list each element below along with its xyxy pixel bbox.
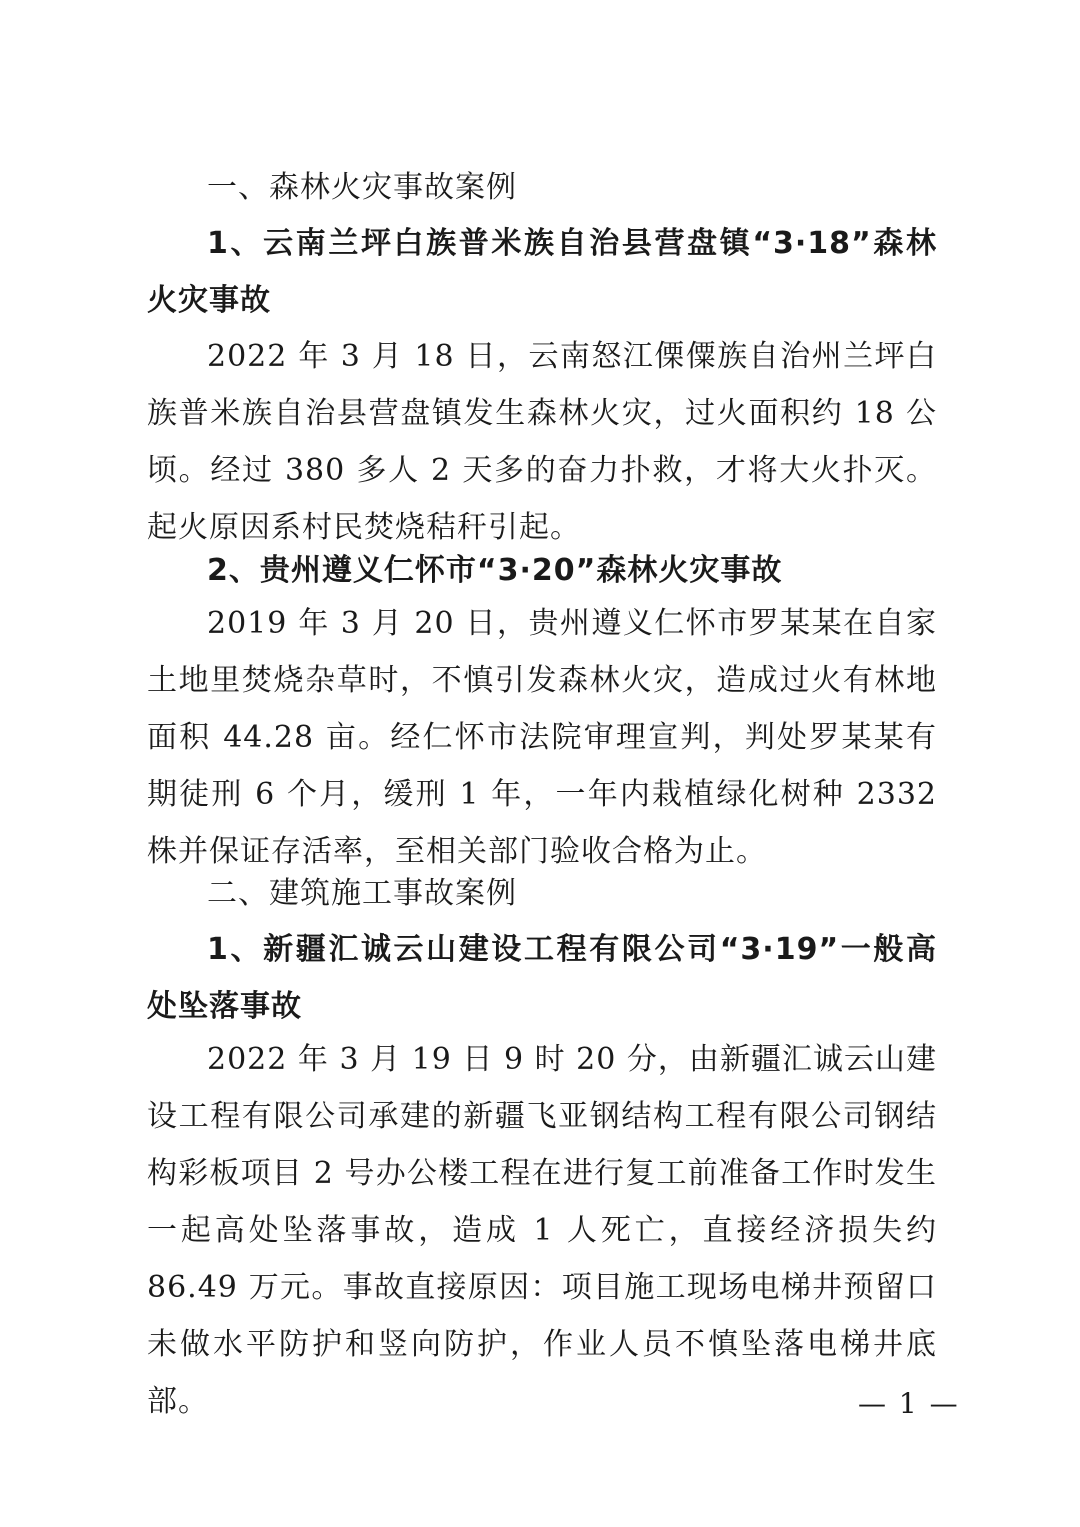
section-1-case-1-title: 1、云南兰坪白族普米族自治县营盘镇“3·18”森林火灾事故	[147, 226, 937, 318]
section-1-case-2-title: 2、贵州遵义仁怀市“3·20”森林火灾事故	[207, 553, 783, 588]
section-1-case-2-body: 2019 年 3 月 20 日，贵州遵义仁怀市罗某某在自家土地里焚烧杂草时，不慎引发森林火灾，造成过火有林地面积 44.28 亩。经仁怀市法院审理宣判，判处罗某某有期徒刑 6 个月，缓刑 1 年，一年内栽植绿化树种 2332 株并保证存活率，至相关部门验收合格为止。	[147, 606, 937, 869]
section-2-case-1-title: 1、新疆汇诚云山建设工程有限公司“3·19”一般高处坠落事故	[147, 932, 937, 1024]
section-2-case-1-body: 2022 年 3 月 19 日 9 时 20 分，由新疆汇诚云山建设工程有限公司承建的新疆飞亚钢结构工程有限公司钢结构彩板项目 2 号办公楼工程在进行复工前准备工作时发生一起高处坠落事故，造成 1 人死亡，直接经济损失约 86.49 万元。事故直接原因：项目施工现场电梯井预留口未做水平防护和竖向防护，作业人员不慎坠落电梯井底部。	[147, 1042, 937, 1419]
section-1-heading: 一、森林火灾事故案例	[207, 170, 517, 205]
section-2-heading: 二、建筑施工事故案例	[207, 876, 517, 911]
page-number: — 1 —	[858, 1387, 960, 1420]
section-1-case-1-body: 2022 年 3 月 18 日，云南怒江傈僳族自治州兰坪白族普米族自治县营盘镇发生森林火灾，过火面积约 18 公顷。经过 380 多人 2 天多的奋力扑救，才将大火扑灭。起火原因系村民焚烧秸秆引起。	[147, 339, 937, 545]
